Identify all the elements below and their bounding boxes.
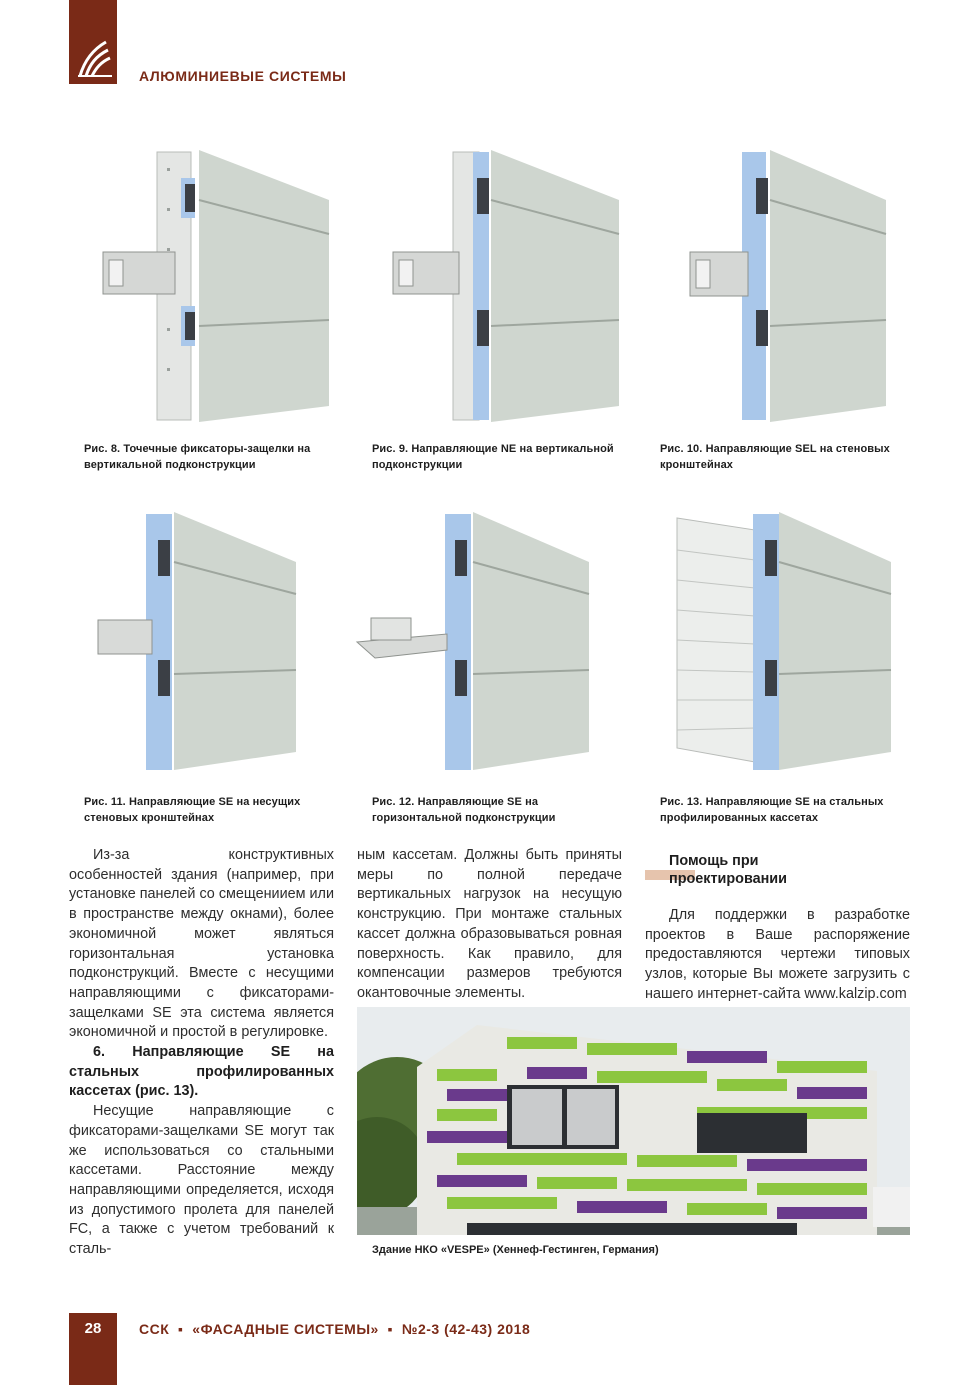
figure-caption: Рис. 12. Направляющие SE на горизонтальной подконструкции — [372, 796, 556, 824]
page-number: 28 — [84, 1320, 102, 1337]
brand-logo — [74, 36, 114, 80]
photo-caption: Здание НКО «VESPE» (Хеннеф-Гестинген, Германия) — [372, 1244, 659, 1256]
help-heading: Помощь при проектировании — [669, 853, 787, 887]
figure-13-illustration — [675, 510, 897, 780]
footer-publication: ССК ▪ «ФАСАДНЫЕ СИСТЕМЫ» ▪ №2-3 (42-43) 2018 — [139, 1321, 531, 1337]
figure-caption: Рис. 10. Направляющие SEL на стеновых кронштейнах — [660, 443, 890, 471]
figure-caption: Рис. 9. Направляющие NE на вертикальной подконструкции — [372, 443, 614, 471]
paragraph: Несущие направляющие с фиксаторами-защелками SE могут так же использоваться со стальными кассетами. Расстояние между направляющими определяется, исходя из допустимого пролета для панелей FC, а также с учетом требований к сталь- — [69, 1103, 334, 1258]
figure-11-illustration — [90, 510, 320, 780]
subheading: 6. Направляющие SE на стальных профилированных кассетах (рис. 13). — [69, 1044, 334, 1100]
figure-caption: Рис. 13. Направляющие SE на стальных профилированных кассетах — [660, 796, 884, 824]
figure-10-illustration — [680, 148, 900, 428]
paragraph: ным кассетам. Должны быть приняты меры по полной передаче вертикальных нагрузок на несущую конструкцию. При монтаже стальных кассет должна образовываться ровная поверхность. Как правило, для компенсации размеров требуются окантовочные элементы. — [357, 847, 622, 1001]
text-column-3 — [645, 906, 910, 1005]
figure-12-illustration — [355, 510, 595, 780]
text-column-2 — [357, 846, 622, 1004]
help-paragraph: Для поддержки в разработке проектов в Ваше распоряжение предоставляются чертежи типовых узлов, которые Вы можете загрузить с нашего интернет-сайта www.kalzip.com — [645, 907, 910, 1002]
figure-9-illustration — [385, 148, 625, 428]
figure-caption: Рис. 8. Точечные фиксаторы-защелки на вертикальной подконструкции — [84, 443, 311, 471]
figure-8-illustration — [95, 148, 335, 428]
text-column-1 — [69, 846, 334, 1260]
section-title: АЛЮМИНИЕВЫЕ СИСТЕМЫ — [139, 68, 347, 84]
paragraph: Из-за конструктивных особенностей здания (например, при установке панелей со смещениием или в пространстве между окнами), более экономичной может являться горизонтальная установка подконструкций. Вместе с несущими направляющими с фиксаторами-защелками SE эта система является экономичной и простой в регулировке. — [69, 847, 334, 1041]
figure-caption: Рис. 11. Направляющие SE на несущих стеновых кронштейнах — [84, 796, 301, 824]
building-photo — [357, 1007, 910, 1235]
